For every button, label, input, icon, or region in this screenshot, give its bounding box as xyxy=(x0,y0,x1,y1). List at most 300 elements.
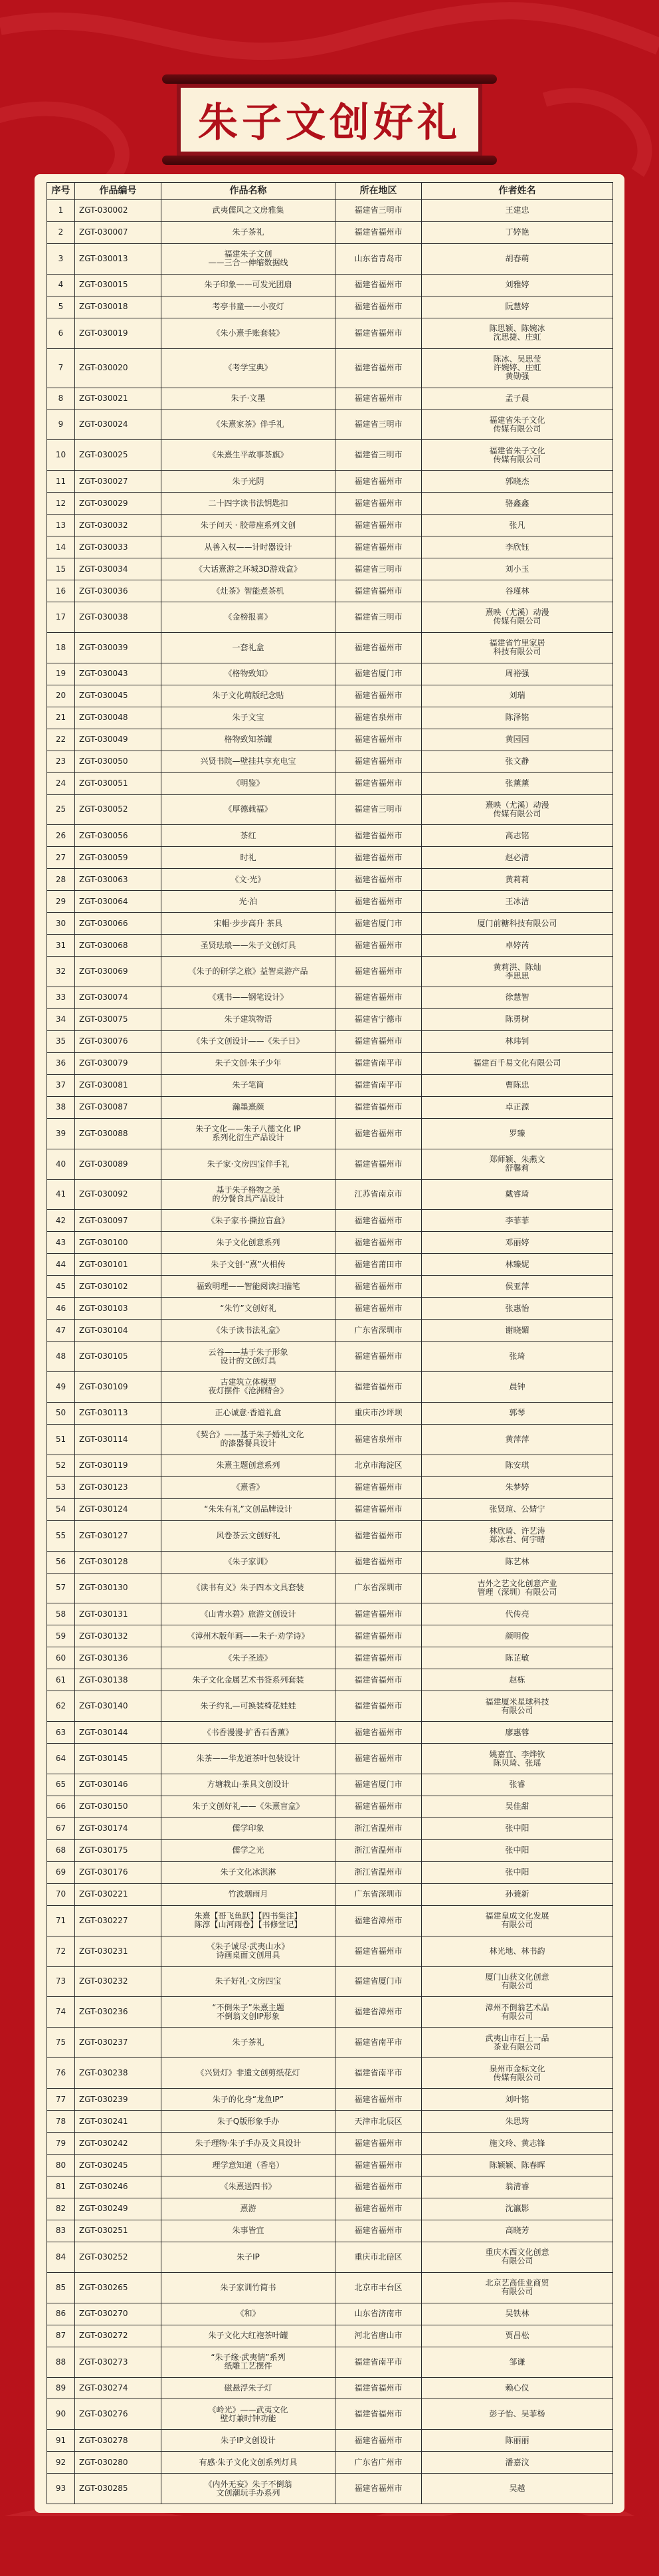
header-no: 序号 xyxy=(47,183,75,200)
row-no: 53 xyxy=(47,1476,75,1498)
header-author: 作者姓名 xyxy=(422,183,613,200)
row-name: 《朱子家书·撕拉盲盒》 xyxy=(161,1210,335,1232)
row-code: ZGT-030276 xyxy=(75,2399,161,2430)
row-code: ZGT-030227 xyxy=(75,1905,161,1936)
row-code: ZGT-030130 xyxy=(75,1573,161,1603)
row-region: 福建省福州市 xyxy=(335,1520,422,1551)
table-row xyxy=(47,1603,613,1625)
row-name: 竹波烟雨月 xyxy=(161,1883,335,1905)
row-code: ZGT-030104 xyxy=(75,1320,161,1342)
row-region: 福建省福州市 xyxy=(335,1647,422,1669)
row-name: 方塘栽山·茶具文创设计 xyxy=(161,1774,335,1796)
row-no: 15 xyxy=(47,558,75,580)
row-no: 89 xyxy=(47,2377,75,2399)
row-region: 福建省福州市 xyxy=(335,1149,422,1179)
table-row xyxy=(47,440,613,471)
row-no: 28 xyxy=(47,869,75,891)
row-name: 《厚德载福》 xyxy=(161,794,335,825)
row-author: 刘小玉 xyxy=(422,558,613,580)
row-author: 赵必清 xyxy=(422,847,613,869)
row-code: ZGT-030048 xyxy=(75,707,161,729)
row-code: ZGT-030232 xyxy=(75,1966,161,1997)
row-code: ZGT-030270 xyxy=(75,2303,161,2325)
table-row xyxy=(47,935,613,957)
row-region: 福建省福州市 xyxy=(335,1372,422,1403)
row-name: 兴贤书院—壁挂共享充电宝 xyxy=(161,751,335,772)
row-no: 3 xyxy=(47,243,75,274)
row-no: 7 xyxy=(47,348,75,388)
row-name: 《朱子文创设计——《朱子日》 xyxy=(161,1030,335,1052)
row-author: 彭子怡、吴菲杨 xyxy=(422,2399,613,2430)
row-no: 9 xyxy=(47,410,75,440)
table-row xyxy=(47,318,613,348)
row-region: 福建省福州市 xyxy=(335,685,422,707)
row-name: 《金榜报喜》 xyxy=(161,602,335,633)
row-author: 张凡 xyxy=(422,515,613,536)
row-author: 谷瑾林 xyxy=(422,580,613,602)
row-no: 63 xyxy=(47,1722,75,1744)
row-no: 32 xyxy=(47,957,75,987)
table-row xyxy=(47,1625,613,1647)
row-no: 52 xyxy=(47,1455,75,1476)
row-name: 《熹香》 xyxy=(161,1476,335,1498)
table-row xyxy=(47,2399,613,2430)
row-code: ZGT-030278 xyxy=(75,2430,161,2452)
table-row xyxy=(47,1551,613,1573)
table-row xyxy=(47,1118,613,1149)
row-author: 张贤瑄、公婧宁 xyxy=(422,1498,613,1520)
row-author: 陈芷敏 xyxy=(422,1647,613,1669)
row-code: ZGT-030236 xyxy=(75,1997,161,2028)
table-row xyxy=(47,410,613,440)
row-author: 厦门前糖科技有限公司 xyxy=(422,913,613,935)
row-region: 福建省福州市 xyxy=(335,2155,422,2176)
row-code: ZGT-030018 xyxy=(75,296,161,318)
table-row xyxy=(47,1796,613,1817)
row-code: ZGT-030021 xyxy=(75,388,161,410)
row-name: 朱子文创·朱子少年 xyxy=(161,1052,335,1074)
row-author: 代传亮 xyxy=(422,1603,613,1625)
row-name: 《朱子圣迹》 xyxy=(161,1647,335,1669)
row-code: ZGT-030034 xyxy=(75,558,161,580)
table-row xyxy=(47,1722,613,1744)
table-row xyxy=(47,2176,613,2198)
row-no: 17 xyxy=(47,602,75,633)
row-author: 黄莉洪、陈灿 李思思 xyxy=(422,957,613,987)
row-author: 孟子晨 xyxy=(422,388,613,410)
row-name: 《朱熹家茶》伴手礼 xyxy=(161,410,335,440)
row-code: ZGT-030036 xyxy=(75,580,161,602)
row-code: ZGT-030241 xyxy=(75,2111,161,2133)
row-code: ZGT-030069 xyxy=(75,957,161,987)
row-name: 福建朱子文创 ——三合一伸缩数据线 xyxy=(161,243,335,274)
row-name: 《书香漫漫·扩香石香薰》 xyxy=(161,1722,335,1744)
row-name: 《朱子家训》 xyxy=(161,1551,335,1573)
row-name: 《格物致知》 xyxy=(161,663,335,685)
row-name: 有感·朱子文化文创系列灯具 xyxy=(161,2452,335,2474)
row-author: 张薰薰 xyxy=(422,772,613,794)
row-name: 朱子家训竹简书 xyxy=(161,2272,335,2303)
row-author: 朱思筠 xyxy=(422,2111,613,2133)
row-no: 25 xyxy=(47,794,75,825)
row-name: “朱竹”文创好礼 xyxy=(161,1298,335,1320)
table-row xyxy=(47,1074,613,1096)
table-row xyxy=(47,348,613,388)
row-author: 施文玲、黄志锋 xyxy=(422,2133,613,2155)
table-row xyxy=(47,751,613,772)
row-author: 张文静 xyxy=(422,751,613,772)
table-row xyxy=(47,2474,613,2504)
row-name: 《朱熹生平故事茶旗》 xyxy=(161,440,335,471)
row-author: 邹谦 xyxy=(422,2347,613,2377)
row-author: 刘叶铭 xyxy=(422,2089,613,2111)
row-code: ZGT-030251 xyxy=(75,2220,161,2242)
row-code: ZGT-030144 xyxy=(75,1722,161,1744)
table-row xyxy=(47,2220,613,2242)
row-name: 朱子笔筒 xyxy=(161,1074,335,1096)
row-code: ZGT-030245 xyxy=(75,2155,161,2176)
row-no: 33 xyxy=(47,987,75,1009)
row-code: ZGT-030124 xyxy=(75,1498,161,1520)
table-row xyxy=(47,1096,613,1118)
table-row xyxy=(47,1179,613,1210)
row-author: 徐慧智 xyxy=(422,987,613,1009)
table-row xyxy=(47,2303,613,2325)
row-author: 吴佳甜 xyxy=(422,1796,613,1817)
row-name: 《朱熹送四书》 xyxy=(161,2176,335,2198)
table-row xyxy=(47,1402,613,1424)
table-row xyxy=(47,243,613,274)
table-row xyxy=(47,580,613,602)
row-code: ZGT-030105 xyxy=(75,1342,161,1372)
row-code: ZGT-030285 xyxy=(75,2474,161,2504)
row-no: 93 xyxy=(47,2474,75,2504)
row-region: 福建省福州市 xyxy=(335,987,422,1009)
row-region: 浙江省温州市 xyxy=(335,1817,422,1839)
row-region: 福建省福州市 xyxy=(335,1796,422,1817)
row-no: 92 xyxy=(47,2452,75,2474)
row-code: ZGT-030025 xyxy=(75,440,161,471)
row-author: 侯亚萍 xyxy=(422,1276,613,1298)
row-region: 福建省福州市 xyxy=(335,2399,422,2430)
table-row xyxy=(47,2272,613,2303)
row-code: ZGT-030027 xyxy=(75,471,161,493)
row-region: 福建省福州市 xyxy=(335,536,422,558)
row-region: 福建省厦门市 xyxy=(335,1966,422,1997)
row-region: 福建省福州市 xyxy=(335,2198,422,2220)
row-region: 福建省福州市 xyxy=(335,1210,422,1232)
row-no: 12 xyxy=(47,493,75,515)
header-code: 作品编号 xyxy=(75,183,161,200)
row-region: 广东省深圳市 xyxy=(335,1883,422,1905)
table-row xyxy=(47,2028,613,2058)
row-no: 91 xyxy=(47,2430,75,2452)
table-row xyxy=(47,2452,613,2474)
row-no: 64 xyxy=(47,1744,75,1774)
row-region: 福建省厦门市 xyxy=(335,663,422,685)
row-no: 70 xyxy=(47,1883,75,1905)
row-region: 福建省福州市 xyxy=(335,1298,422,1320)
row-no: 57 xyxy=(47,1573,75,1603)
row-no: 72 xyxy=(47,1936,75,1966)
table-row xyxy=(47,987,613,1009)
row-region: 福建省三明市 xyxy=(335,794,422,825)
row-author: 陈冰、吴思莹 许婉婷、庄虹 黄勋强 xyxy=(422,348,613,388)
row-region: 福建省福州市 xyxy=(335,515,422,536)
row-region: 福建省福州市 xyxy=(335,274,422,296)
row-author: 王冰洁 xyxy=(422,891,613,913)
row-code: ZGT-030066 xyxy=(75,913,161,935)
row-code: ZGT-030074 xyxy=(75,987,161,1009)
row-region: 福建省福州市 xyxy=(335,2474,422,2504)
row-region: 福建省漳州市 xyxy=(335,1905,422,1936)
row-no: 48 xyxy=(47,1342,75,1372)
row-no: 8 xyxy=(47,388,75,410)
row-author: 重庆木西文化创意 有限公司 xyxy=(422,2242,613,2272)
row-region: 福建省三明市 xyxy=(335,410,422,440)
row-name: 《灶茶》智能煮茶机 xyxy=(161,580,335,602)
row-region: 福建省福州市 xyxy=(335,1936,422,1966)
row-name: 古建筑立体模型 夜灯摆件《沧洲精舍》 xyxy=(161,1372,335,1403)
row-region: 福建省福州市 xyxy=(335,580,422,602)
row-region: 福建省福州市 xyxy=(335,1118,422,1149)
row-code: ZGT-030252 xyxy=(75,2242,161,2272)
row-no: 47 xyxy=(47,1320,75,1342)
row-name: 福致明理——智能阅读扫描笔 xyxy=(161,1276,335,1298)
row-region: 福建省宁德市 xyxy=(335,1008,422,1030)
row-code: ZGT-030059 xyxy=(75,847,161,869)
row-author: 颜明俊 xyxy=(422,1625,613,1647)
row-region: 福建省福州市 xyxy=(335,1744,422,1774)
table-row xyxy=(47,632,613,663)
table-row xyxy=(47,2242,613,2272)
row-code: ZGT-030056 xyxy=(75,825,161,847)
row-region: 福建省福州市 xyxy=(335,1669,422,1691)
row-author: 邓丽婷 xyxy=(422,1232,613,1254)
row-region: 福建省三明市 xyxy=(335,200,422,222)
row-no: 6 xyxy=(47,318,75,348)
row-author: 漳州不倒翁艺术品 有限公司 xyxy=(422,1997,613,2028)
row-no: 67 xyxy=(47,1817,75,1839)
row-code: ZGT-030029 xyxy=(75,493,161,515)
row-region: 福建省福州市 xyxy=(335,935,422,957)
header-region: 所在地区 xyxy=(335,183,422,200)
table-row xyxy=(47,913,613,935)
row-name: 朱子文化——朱子八德文化 IP 系列化衍生产品设计 xyxy=(161,1118,335,1149)
row-code: ZGT-030052 xyxy=(75,794,161,825)
row-region: 福建省福州市 xyxy=(335,2176,422,2198)
row-code: ZGT-030007 xyxy=(75,221,161,243)
row-region: 福建省福州市 xyxy=(335,847,422,869)
row-code: ZGT-030045 xyxy=(75,685,161,707)
row-code: ZGT-030114 xyxy=(75,1424,161,1455)
table-row xyxy=(47,493,613,515)
row-name: 朱子茶礼 xyxy=(161,2028,335,2058)
row-author: 王建忠 xyxy=(422,200,613,222)
table-row xyxy=(47,1997,613,2028)
row-no: 74 xyxy=(47,1997,75,2028)
row-author: 丁婷艳 xyxy=(422,221,613,243)
row-no: 13 xyxy=(47,515,75,536)
row-name: 光·泊 xyxy=(161,891,335,913)
table-row xyxy=(47,388,613,410)
table-row xyxy=(47,1573,613,1603)
row-name: 瀚墨熹颜 xyxy=(161,1096,335,1118)
table-row xyxy=(47,1817,613,1839)
row-code: ZGT-030079 xyxy=(75,1052,161,1074)
row-author: 朱梦婷 xyxy=(422,1476,613,1498)
row-name: 风卷茶云文创好礼 xyxy=(161,1520,335,1551)
row-no: 40 xyxy=(47,1149,75,1179)
row-author: 张睿 xyxy=(422,1774,613,1796)
row-region: 福建省福州市 xyxy=(335,1625,422,1647)
row-region: 福建省南平市 xyxy=(335,1074,422,1096)
row-region: 重庆市北碚区 xyxy=(335,2242,422,2272)
row-author: 熹映（尤溪）动漫 传媒有限公司 xyxy=(422,794,613,825)
row-region: 福建省福州市 xyxy=(335,1691,422,1722)
table-row xyxy=(47,707,613,729)
row-name: 朱子Q版形象手办 xyxy=(161,2111,335,2133)
row-code: ZGT-030049 xyxy=(75,729,161,751)
row-author: 卓婷芮 xyxy=(422,935,613,957)
table-row xyxy=(47,2325,613,2347)
works-table xyxy=(47,182,613,2504)
row-name: 茶红 xyxy=(161,825,335,847)
row-region: 福建省厦门市 xyxy=(335,913,422,935)
row-author: 周裕强 xyxy=(422,663,613,685)
footer-band xyxy=(0,2516,659,2576)
row-region: 北京市丰台区 xyxy=(335,2272,422,2303)
row-no: 50 xyxy=(47,1402,75,1424)
table-row xyxy=(47,729,613,751)
row-code: ZGT-030015 xyxy=(75,274,161,296)
row-no: 41 xyxy=(47,1179,75,1210)
row-name: 朱子·文墨 xyxy=(161,388,335,410)
row-region: 福建省福州市 xyxy=(335,2220,422,2242)
banner-board xyxy=(177,84,482,156)
row-no: 16 xyxy=(47,580,75,602)
row-code: ZGT-030123 xyxy=(75,1476,161,1498)
row-name: 《文·光》 xyxy=(161,869,335,891)
row-no: 83 xyxy=(47,2220,75,2242)
table-row xyxy=(47,1883,613,1905)
row-no: 36 xyxy=(47,1052,75,1074)
row-author: 武夷山市石上一品 茶业有限公司 xyxy=(422,2028,613,2058)
row-code: ZGT-030002 xyxy=(75,200,161,222)
row-no: 46 xyxy=(47,1298,75,1320)
row-no: 11 xyxy=(47,471,75,493)
row-author: 吴越 xyxy=(422,2474,613,2504)
row-author: 福建厦米星球科技 有限公司 xyxy=(422,1691,613,1722)
row-no: 87 xyxy=(47,2325,75,2347)
row-author: 熹映（尤溪）动漫 传媒有限公司 xyxy=(422,602,613,633)
row-code: ZGT-030103 xyxy=(75,1298,161,1320)
row-no: 37 xyxy=(47,1074,75,1096)
title-banner xyxy=(162,74,497,165)
banner-bottom-rod xyxy=(162,156,497,165)
row-code: ZGT-030131 xyxy=(75,1603,161,1625)
row-region: 福建省泉州市 xyxy=(335,707,422,729)
row-code: ZGT-030087 xyxy=(75,1096,161,1118)
row-author: 陈丽丽 xyxy=(422,2430,613,2452)
row-code: ZGT-030246 xyxy=(75,2176,161,2198)
row-author: 刘瑞 xyxy=(422,685,613,707)
table-row xyxy=(47,2058,613,2089)
row-no: 44 xyxy=(47,1254,75,1276)
row-region: 福建省三明市 xyxy=(335,602,422,633)
row-no: 30 xyxy=(47,913,75,935)
row-no: 26 xyxy=(47,825,75,847)
page-title: 朱子文创好礼 xyxy=(198,100,461,146)
row-name: 朱子的化身“龙鱼IP” xyxy=(161,2089,335,2111)
row-author: 陈安琪 xyxy=(422,1455,613,1476)
row-region: 山东省济南市 xyxy=(335,2303,422,2325)
row-author: 高晓芳 xyxy=(422,2220,613,2242)
row-no: 55 xyxy=(47,1520,75,1551)
row-no: 42 xyxy=(47,1210,75,1232)
row-region: 福建省莆田市 xyxy=(335,1254,422,1276)
row-region: 福建省三明市 xyxy=(335,558,422,580)
row-author: 郭晓杰 xyxy=(422,471,613,493)
row-code: ZGT-030145 xyxy=(75,1744,161,1774)
table-row xyxy=(47,2198,613,2220)
row-author: 陈泽铭 xyxy=(422,707,613,729)
row-author: 林臻妮 xyxy=(422,1254,613,1276)
row-no: 2 xyxy=(47,221,75,243)
table-row xyxy=(47,515,613,536)
row-region: 福建省福州市 xyxy=(335,1276,422,1298)
table-row xyxy=(47,1966,613,1997)
row-name: “朱子缘·武夷情”系列 纸雕工艺摆件 xyxy=(161,2347,335,2377)
row-code: ZGT-030239 xyxy=(75,2089,161,2111)
row-name: 宋帽·步步高升 茶具 xyxy=(161,913,335,935)
row-code: ZGT-030132 xyxy=(75,1625,161,1647)
table-row xyxy=(47,772,613,794)
table-row xyxy=(47,1276,613,1298)
row-name: 《大话熹游之环城3D游戏盒》 xyxy=(161,558,335,580)
row-no: 77 xyxy=(47,2089,75,2111)
row-author: 罗臻 xyxy=(422,1118,613,1149)
row-author: 泉州市金标文化 传媒有限公司 xyxy=(422,2058,613,2089)
row-region: 福建省福州市 xyxy=(335,296,422,318)
row-region: 福建省福州市 xyxy=(335,471,422,493)
row-author: 胡春萌 xyxy=(422,243,613,274)
row-name: 朱子文宝 xyxy=(161,707,335,729)
row-code: ZGT-030088 xyxy=(75,1118,161,1149)
row-no: 29 xyxy=(47,891,75,913)
table-row xyxy=(47,685,613,707)
row-region: 福建省福州市 xyxy=(335,388,422,410)
row-author: 林光地、林书韵 xyxy=(422,1936,613,1966)
table-row xyxy=(47,1936,613,1966)
table-row xyxy=(47,663,613,685)
table-row xyxy=(47,1476,613,1498)
row-no: 23 xyxy=(47,751,75,772)
row-author: 李欣钰 xyxy=(422,536,613,558)
row-code: ZGT-030238 xyxy=(75,2058,161,2089)
row-no: 69 xyxy=(47,1861,75,1883)
row-code: ZGT-030242 xyxy=(75,2133,161,2155)
row-author: 沈瀛影 xyxy=(422,2198,613,2220)
row-name: 《考学宝典》 xyxy=(161,348,335,388)
row-name: 朱子文化金属艺术书签系列套装 xyxy=(161,1669,335,1691)
row-region: 天津市北辰区 xyxy=(335,2111,422,2133)
row-code: ZGT-030043 xyxy=(75,663,161,685)
row-region: 广东省深圳市 xyxy=(335,1573,422,1603)
row-name: 朱子好礼·文房四宝 xyxy=(161,1966,335,1997)
row-name: 《和》 xyxy=(161,2303,335,2325)
row-name: 朱子茶礼 xyxy=(161,221,335,243)
